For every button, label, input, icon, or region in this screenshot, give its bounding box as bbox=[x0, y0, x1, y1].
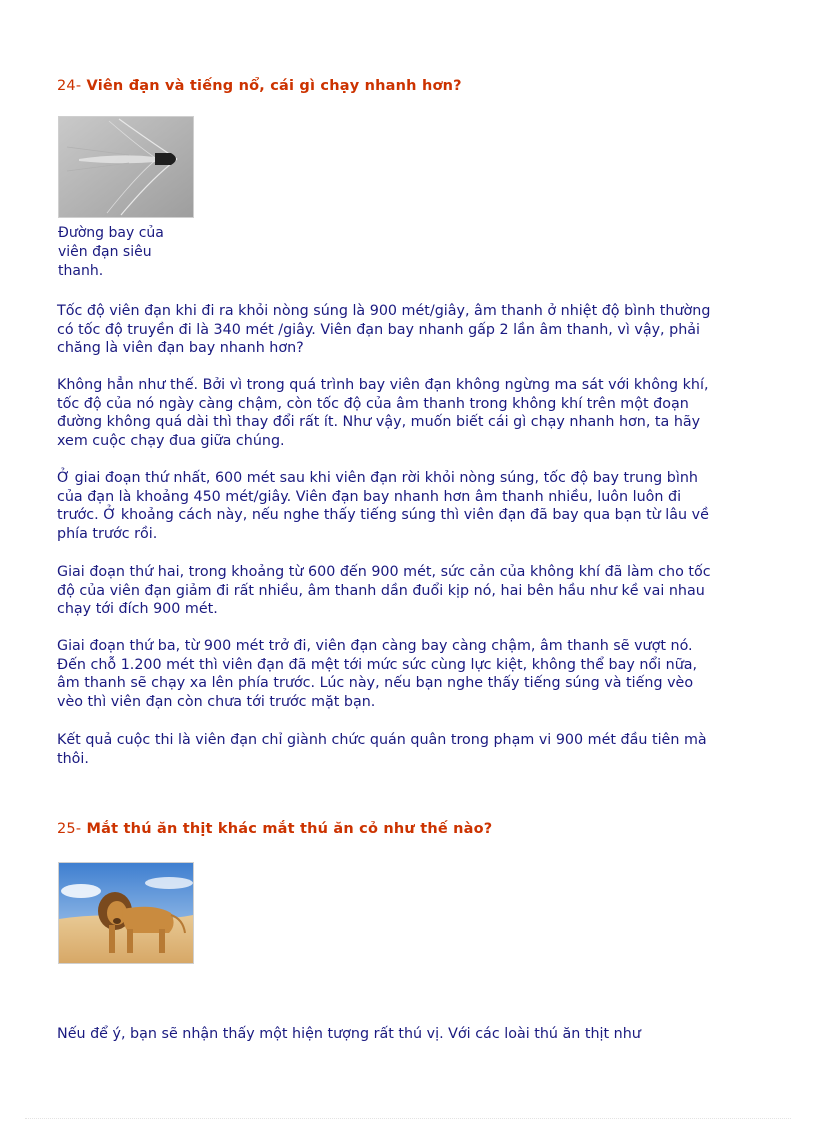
paragraph: Giai đoạn thứ ba, từ 900 mét trở đi, viên đạn càng bay càng chậm, âm thanh sẽ vượt nó. Đến chỗ 1.200 mét thì viên đạn đã mệt tới mức sức cùng lực kiệt, không thể bay nổi nữa, âm thanh sẽ chạy xa lên phía trước. Lúc này, nếu bạn nghe thấy tiếng súng và tiếng vèo vèo thì viên đạn còn chưa tới trước mặt bạn. bbox=[57, 638, 698, 710]
question-24-heading bbox=[57, 78, 462, 94]
bullet-shockwave-image bbox=[58, 116, 194, 218]
question-number: 25- bbox=[57, 821, 82, 837]
paragraph: Ở giai đoạn thứ nhất, 600 mét sau khi viên đạn rời khỏi nòng súng, tốc độ bay trung bình của đạn là khoảng 450 mét/giây. Viên đạn bay nhanh hơn âm thanh nhiều, luôn luôn đi trước. Ở khoảng cách này, nếu nghe thấy tiếng súng thì viên đạn đã bay qua bạn từ lâu về phía trước rồi. bbox=[57, 470, 709, 542]
lion-image bbox=[58, 862, 194, 964]
paragraph: Kết quả cuộc thi là viên đạn chỉ giành chức quán quân trong phạm vi 900 mét đầu tiên mà thôi. bbox=[57, 732, 707, 767]
bullet-photo bbox=[58, 116, 194, 218]
question-25-heading bbox=[57, 821, 492, 837]
question-title: Mắt thú ăn thịt khác mắt thú ăn cỏ như thế nào? bbox=[86, 821, 493, 837]
question-title: Viên đạn và tiếng nổ, cái gì chạy nhanh hơn? bbox=[86, 78, 462, 94]
question-number: 24- bbox=[57, 78, 82, 94]
paragraph: Tốc độ viên đạn khi đi ra khỏi nòng súng là 900 mét/giây, âm thanh ở nhiệt độ bình thường có tốc độ truyền đi là 340 mét /giây. Viên đạn bay nhanh gấp 2 lần âm thanh, vì vậy, phải chăng là viên đạn bay nhanh hơn? bbox=[57, 303, 711, 356]
lion-photo bbox=[58, 862, 194, 964]
paragraph: Nếu để ý, bạn sẽ nhận thấy một hiện tượng rất thú vị. Với các loài thú ăn thịt như bbox=[57, 1026, 641, 1042]
paragraph: Không hẳn như thế. Bởi vì trong quá trình bay viên đạn không ngừng ma sát với không khí, tốc độ của nó ngày càng chậm, còn tốc độ của âm thanh trong không khí trên một đoạn đường không quá dài thì thay đổi rất ít. Như vậy, muốn biết cái gì chạy nhanh hơn, ta hãy xem cuộc chạy đua giữa chúng. bbox=[57, 377, 709, 449]
image-caption: Đường bay của viên đạn siêu thanh. bbox=[58, 225, 164, 279]
page-divider bbox=[25, 1118, 791, 1119]
paragraph: Giai đoạn thứ hai, trong khoảng từ 600 đến 900 mét, sức cản của không khí đã làm cho tốc độ của viên đạn giảm đi rất nhiều, âm thanh dần đuổi kịp nó, hai bên hầu như kề vai nhau chạy tới đích 900 mét. bbox=[57, 564, 711, 617]
